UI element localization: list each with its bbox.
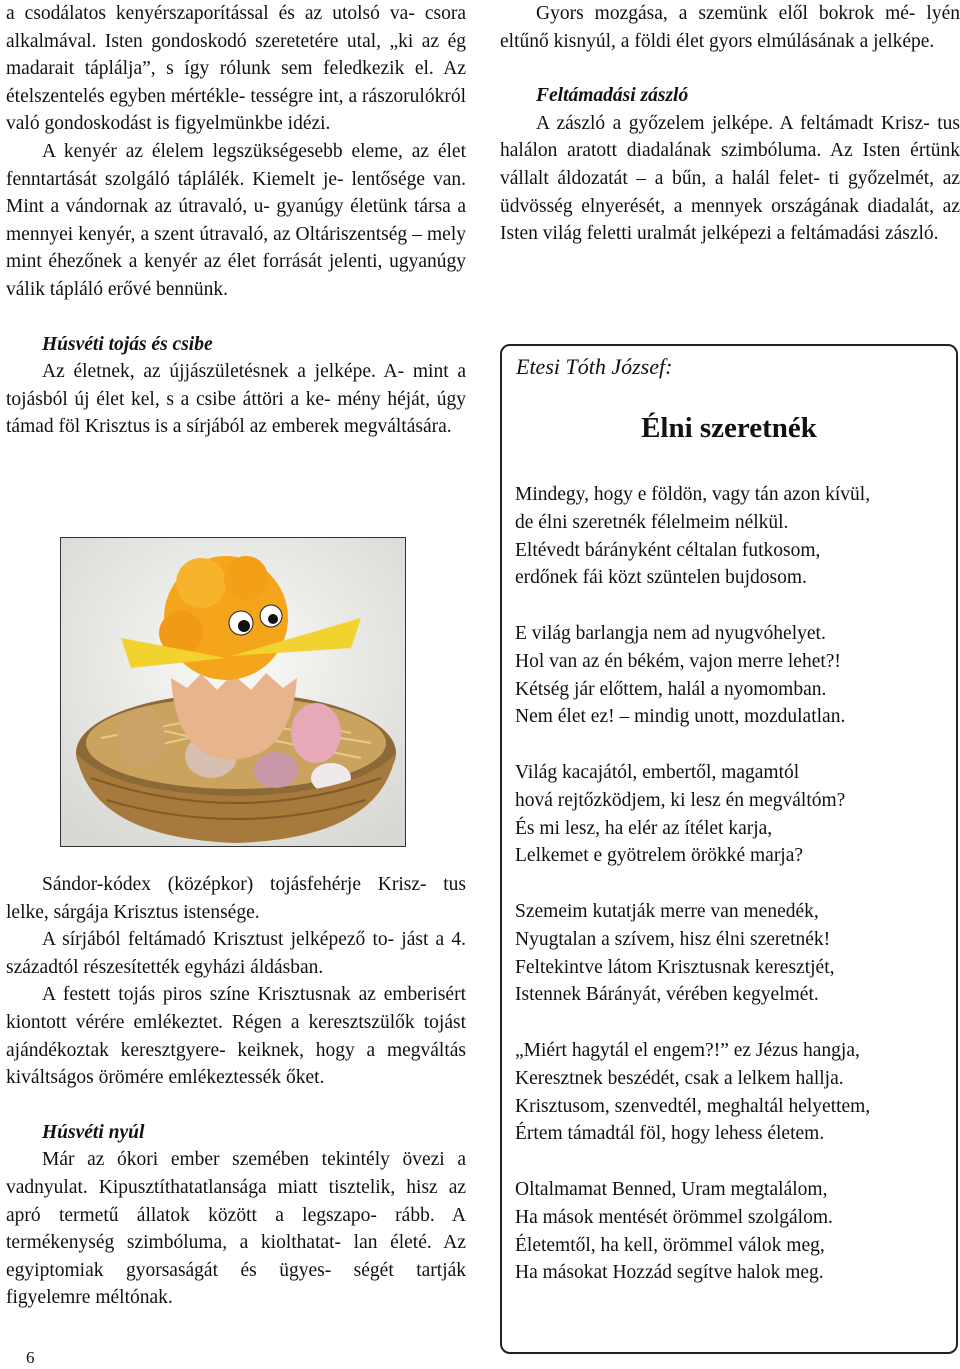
poem-line: Eltévedt bárányként céltalan futkosom, <box>515 539 821 561</box>
stanza <box>515 898 946 1009</box>
poem-line: Istennek Bárányát, vérében kegyelmét. <box>515 984 819 1006</box>
blessing-paragraph: A sírjából feltámadó Krisztust jelképező to- jást a 4. századtól részesítették egyházi áldásban. <box>6 929 467 978</box>
stanza <box>515 1176 946 1287</box>
heading-egg-chick: Húsvéti tojás és csibe <box>42 333 213 355</box>
egg-paragraph: Az életnek, az újjászületésnek a jelképe. A- mint a tojásból új élet kel, s a csibe áttöri a ke- mény héját, úgy támad föl Krisztus is a sírjából az emberek megváltására. <box>6 361 467 438</box>
poem-line: „Miért hagytál el engem?!” ez Jézus hangja, <box>515 1039 860 1061</box>
poem-title: Élni szeretnék <box>641 412 817 444</box>
painted-egg-paragraph: A festett tojás piros színe Krisztusnak az emberisért kiontott vérére emlékeztet. Régen a keresztszülők tojást ajándékoztak keresztgyere- keiknek, hogy a megváltás kiváltságos örömére emlékeztessék őket. <box>6 984 466 1089</box>
poem-line: Mindegy, hogy e földön, vagy tán azon kívül, <box>515 484 871 505</box>
poem-line: Nyugtalan a szívem, hisz élni szeretnék! <box>515 928 831 950</box>
intro-paragraph: a csodálatos kenyérszaporítással és az utolsó va- csora alkalmával. Isten gondoskodó szeretetére utal, „ki az ég madarait táplálja”, s így rólunk sem feledkezik el. Az ételszentelés egyben mértékle- tességre int, a rászorulókról való gondoskodást is figyelmünkbe idézi. <box>6 3 467 135</box>
poem-line: E világ barlangja nem ad nyugvóhelyet. <box>515 622 826 644</box>
poem-line: Feltekintve látom Krisztusnak keresztjét, <box>515 956 835 978</box>
poem-stanzas <box>515 481 946 1315</box>
poem-line: Hol van az én békém, vajon merre lehet?! <box>515 650 841 672</box>
poem-line: Keresztnek beszédét, csak a lelkem hallja. <box>515 1067 844 1089</box>
stanza <box>515 759 946 870</box>
stanza <box>515 620 946 731</box>
stanza <box>515 481 946 592</box>
heading-resurrection-flag: Feltámadási zászló <box>536 85 689 107</box>
flag-paragraph: A zászló a győzelem jelképe. A feltámadt Krisz- tus halálon aratott diadalának szimbóluma. Az Isten értünk vállalt áldozatát – a bűn, a halál felet- ti győzelmét, az üdvösség elnyerését, a mennyek országának diadalát, az Isten világ feletti uralmát jelképezi a feltámadási zászló. <box>500 112 960 245</box>
codex-paragraph: Sándor-kódex (középkor) tojásfehérje Krisz- tus lelke, sárgája Krisztus istensége. <box>6 874 466 923</box>
poem-line: Életemtől, ha kell, örömmel válok meg, <box>515 1234 825 1256</box>
poem-line: Ha másokat Hozzád segítve halok meg. <box>515 1262 824 1284</box>
poem-line: És mi lesz, ha elér az ítélet karja, <box>515 817 773 839</box>
left-column-lower <box>6 871 466 1312</box>
poem-line: Krisztusom, szenvedtél, meghaltál helyettem, <box>515 1095 871 1117</box>
rabbit-continued-paragraph: Gyors mozgása, a szemünk elől bokrok mé- lyén eltűnő kisnyúl, a földi élet gyors elmúlásának a jelképe. <box>500 3 960 52</box>
easter-chick-photo <box>60 537 406 847</box>
poem-line: Kétség jár előttem, halál a nyomomban. <box>515 678 827 700</box>
heading-easter-rabbit: Húsvéti nyúl <box>42 1121 145 1143</box>
poem-line: Lelkemet e gyötrelem örökké marja? <box>515 845 804 867</box>
poem-line: Ha mások mentését örömmel szolgálom. <box>515 1206 833 1228</box>
page-number: 6 <box>26 1348 35 1367</box>
bread-paragraph: A kenyér az élelem legszükségesebb eleme, az élet fenntartását szolgáló táplálék. Kiemelt je- lentősége van. Mint a vándornak az útravaló, u- gyanúgy életünk társa a mennyei kenyér, a szent útravaló, az Oltáriszentség – mely mint éhezőnek a kenyér az élet forrását jelenti, ugyanúgy válik tápláló erővé bennünk. <box>6 140 467 300</box>
poem-line: erdőnek fái közt szüntelen bujdosom. <box>515 567 807 589</box>
stanza <box>515 1037 946 1148</box>
left-column <box>6 0 466 441</box>
poem-author: Etesi Tóth József: <box>516 354 673 379</box>
poem-line: de élni szeretnék félelmeim nélkül. <box>515 511 789 533</box>
right-column <box>500 0 960 248</box>
poem-line: Nem élet ez! – mindig unott, mozdulatlan. <box>515 706 846 728</box>
poem-box <box>500 344 958 1354</box>
poem-line: Oltalmamat Benned, Uram megtalálom, <box>515 1178 828 1200</box>
rabbit-paragraph: Már az ókori ember szemében tekintély övezi a vadnyulat. Kipusztíthatatlansága miatt tisztelik, hisz az apró termetű állatok között a legszapo- rább. A termékenység szimbóluma, a kiolthatat- lan életé. Az egyiptomiak gyorsaságát és ügyes- ségét tartják figyelemre méltónak. <box>6 1149 467 1309</box>
poem-line: Szemeim kutatják merre van menedék, <box>515 900 819 922</box>
poem-line: Értem támadtál föl, hogy lehess életem. <box>515 1123 825 1145</box>
poem-line: Világ kacajától, embertől, magamtól <box>515 761 800 783</box>
poem-line: hová rejtőzködjem, ki lesz én megváltóm? <box>515 789 846 811</box>
